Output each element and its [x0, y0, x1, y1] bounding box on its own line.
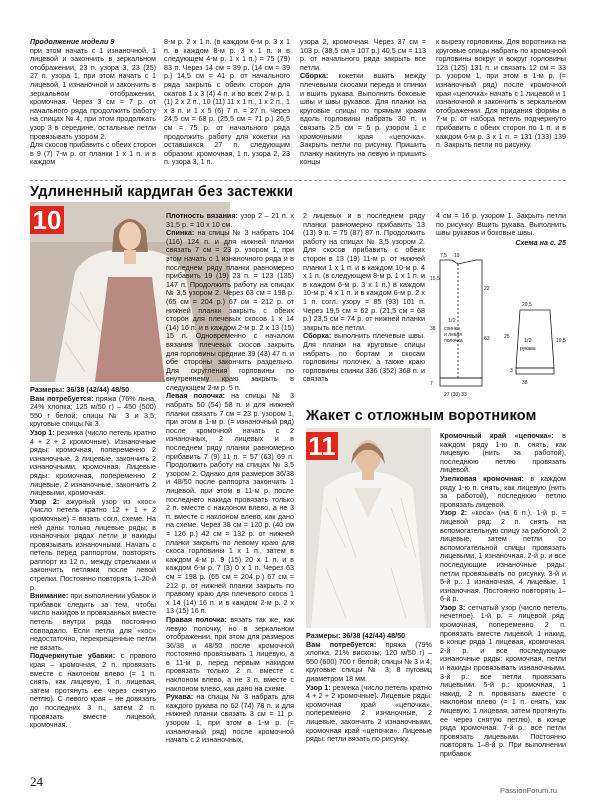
svg-text:7: 7	[430, 381, 433, 387]
instruction-paragraph	[306, 684, 432, 744]
schema-reference: Схема на с. 25	[515, 237, 566, 247]
model10-left-column	[30, 386, 156, 730]
instruction-heading: Узор 3:	[440, 602, 466, 612]
continuation-column-1	[30, 38, 156, 167]
instruction-paragraph	[440, 604, 566, 759]
svg-text:1/2: 1/2	[448, 318, 456, 324]
svg-text:рукава: рукава	[520, 346, 536, 352]
svg-text:22: 22	[484, 286, 490, 292]
instruction-text: на спицы № 3 набрать 104 (116) 124 п. и для нижней планки связать 7 см = 23 р. узором 1, при этом начать с 1 изнаночного ряда и в последнем ряду планки равномерно прибавить 19 (19) 23 п. = 123 (135) 147 п. Продолжить работу на спицах № 3,5 узором 2. Через 63 см = 198 р. (65 см = 204 р.) 67 см = 212 р. от нижней планки закрыть с обеих сторон для плечевых скосов 1 х 14 (14) 16 п. и в каждом 2-м р. 2 х 13 (15) 15 п. Одновременно с началом вязания плечевых скосов закрыть для горловины средние 39 (43) 47 п. и обе стороны закончить раздельно. Для скругления горловины по внутреннему краю закрыть в следующем 2-м р. 5 п.	[166, 228, 294, 392]
instruction-heading: Узор 1:	[30, 427, 55, 437]
instruction-text: на спицы № 3 набрать 50 (54) 58 п. и для нижней планки связать 7 см = 23 р. узором 1, при этом в 1-м р. (= изнаночный ряд) после кромочной начать с 2 изнаночных, 2 лицевых и в последнем ряду планки равномерно прибавить 7 (9) 11 п. = 57 (63) 69 п. Продолжить работу на спицах № 3,5 узором 2. Однако для размеров 36/38 и 48/50 после раппорта закончить 1 лицевой, при этом в 11-м р. после последнего накида провязать только 2 п. вместе с наклоном влево, а не 3 п. вместе с наклоном влево, как дано на схеме. Через 38 см = 120 р. (40 см = 126 р.) 42 см = 132 р. от нижней планки закрыть по левому краю для скоса горловины 1 х 1 п., затем в каждом 4-м р. 9 (15) 20 х 1 п. и в каждом 6-м р. 7 (3) 0 х 1 п. Через 63 см = 198 р. (65 см = 204 р.) 67 см = 212 р. от нижней планки закрыть по правому краю для плечевого скоса 1 х 14 (14) 16 п. и в каждом 2-м р. 2 х 13 (15) 16 п.	[166, 391, 294, 616]
instruction-text: в каждом ряду 1-ю п. снять, как лицевую (нить за работой), последнюю петлю провязать лицевой.	[440, 473, 567, 509]
instruction-paragraph	[166, 229, 294, 392]
model10-finishing-text: 4 см = 16 р. узором 1. Закрыть петли по рисунку. Вшить рукава. Выполнить швы рукавов и боковые швы.	[436, 211, 566, 238]
continuation-column-2: 8-м р. 2 х 1 п. (в каждом 6-м р. 3 х 1 п. в каждом 8-м р. 3 х 1 п. и в следующем 4-м р. 1 х 1 п.) = 75 (79) 83 п. Через 14 см = 39 р. (14 см = 39 р.) 14,5 см = 41 р. от начального ряда закрыть с обеих сторон для окатов 1 х 3 (4) 4 п. и во всех 2-м р. 1 (1) 2 х 2 п., 10 (11) 11 х 1 п., 1 х 2 п., 1 х 3 п. и 1 х 5 (6) 7 п. = 27 п. Через 24,5 см = 68 р. (25,5 см = 71 р.) 26,5 см = 75 р. от начального ряда продолжить работу для кокетки на оставшихся 27 п. следующим образом: кромочная, 1 п. узора 2, 23 п. узора 3, 1 п.	[164, 37, 290, 167]
instruction-text: ажурный узор из «кос» (число петель кратно 12 + 1 + 2 кромочные) = вязать согл. схеме. На ней даны только лицевые ряды; в изнаночных рядах петли и накиды провязывать изнаночными. Начать с петель перед раппортом, повторять раппорт из 12 п., между стрелками и закончить петлями после левой стрелки. Постоянно повторять 1–20-й р.	[30, 496, 156, 592]
instruction-text: пряжа (79% хлопка, 21% вискозы; 120 м/50 г) – 550 (600) 700 г белой; спицы № 3 и 4; круговые спицы № 3; 8 пуговиц диаметром 18 мм.	[306, 639, 433, 683]
instruction-heading: Спинка:	[166, 228, 195, 238]
continuation-heading: Продолжение модели 9	[30, 37, 115, 46]
instruction-heading: Подчеркнутые убавки:	[30, 651, 116, 661]
model10-right-column-2	[436, 212, 566, 247]
svg-text:19: 19	[454, 253, 460, 259]
model11-left-column	[306, 632, 432, 744]
instruction-text: с правого края – кромочная, 2 п. провязать вместе с наклоном влево (= 1 п. снять, как лицевую, 1 п. лицевая, затем протянуть ее через снятую петлю). С левого края – не довязать до последних 3 п., затем 2 п. провязать вместе лицевой, кромочная.	[30, 651, 156, 730]
continuation-paragraph: при этом начать с 1 изнаночной, 1 лицевой и закончить в зеркальном отображении, 23 п. узора 3, 23 (25) 27 п. узора 1, при этом начать с 1 лицевой, 1 изнаночной и закончить в зеркальном отображении, кромочная. Через 3 см = 7 р. от начального ряда продолжить работу на спицах № 4, при этом продолжать узор 3 в середине, остальные петли провязывать узором 2.	[30, 45, 156, 141]
model10-number-badge: 10	[30, 206, 64, 234]
instruction-paragraph	[166, 693, 294, 745]
model11-title: Жакет с отложным воротником	[306, 408, 537, 424]
assembly-heading: Сборка:	[300, 71, 329, 81]
svg-text:3: 3	[510, 368, 513, 374]
continuation-column-4: к вырезу горловины. Для воротника на круговые спицы набрать по кромочной горловины вокруг и вокруг горловины 123 (125) 131 п. и связать 12 см = 33 р. узором 1, при этом в 1-м р. (= изнаночный ряд) после кромочной края «цепочка» начать с 1 лицевой и 1 изнаночной и закончить в зеркальном отображении. Для придания формы в 7-м р. от набора петель подчеркнуто прибавить с обеих сторон по 1 п. и в каждом 6-м р. 3 х 1 п. = 131 (133) 139 п. Закрыть петли по рисунку.	[436, 37, 566, 150]
assembly-text: кокетки вшить между плечевыми скосами переда и спинки и вшить рукава. Выполнить боковые швы и швы рукавов. Для планки на круговые спицы по прямым краям вдоль горловины набрать 30 п. и связать 2,5 см = 5 р. узором 1 с кромочными края «цепочка». Закрыть петли по рисунку. Пришить планку накинуть на левую и пришить концы	[300, 71, 426, 167]
site-watermark: PassionForum.ru	[500, 786, 558, 795]
instruction-text: резинка (число петель кратно 4 + 2 + 2 кромочные). Лицевые ряды: кромочная край «цепочка», попеременно 2 изнаночные, 2 лицевые, закончить 2 изнаночными, кромочная край «цепочка». Лицевые ряды: петли вязать по рисунку.	[306, 682, 432, 744]
svg-text:19,5: 19,5	[556, 338, 566, 344]
instruction-paragraph	[166, 392, 294, 615]
svg-text:38: 38	[430, 326, 436, 332]
instruction-paragraph	[166, 616, 294, 693]
instruction-text: на спицы № 3 набрать для каждого рукава по 62 (74) 78 п. и для нижней планки связать 3 см = 11 р. узором 1, при этом в 1-м р. (= изнаночный ряд) после кромочной начать с 2 изнаночных,	[166, 692, 294, 745]
instruction-heading: Внимание:	[30, 591, 69, 601]
instruction-text: при выполнении убавок и прибавок следить за тем, чтобы число накидов и провязанных вместе петель внутри ряда постоянно совпадало. Если петли для «кос» недостаточно, перекрещенные петли не вязать.	[30, 591, 156, 652]
section-divider	[30, 180, 566, 181]
instruction-heading: Вам потребуется:	[306, 639, 377, 649]
instruction-heading: Рукава:	[166, 692, 194, 702]
svg-text:1/2: 1/2	[524, 338, 532, 344]
instruction-paragraph	[306, 641, 432, 684]
instruction-heading: Вам потребуется:	[30, 393, 94, 403]
model10-pattern-diagram	[400, 250, 566, 410]
sleeve-outline	[516, 310, 554, 368]
instruction-heading: Узелковая кромочная:	[440, 473, 524, 483]
instruction-paragraph	[30, 498, 156, 593]
model11-right-column	[440, 432, 566, 759]
svg-text:15,5: 15,5	[430, 276, 440, 282]
instruction-heading: Узор 2:	[440, 508, 468, 518]
instruction-heading: Левая полочка:	[166, 391, 226, 401]
svg-text:и левая: и левая	[444, 332, 462, 338]
svg-text:25: 25	[504, 334, 510, 340]
svg-text:спинки: спинки	[444, 326, 460, 332]
svg-text:полочка: полочка	[444, 338, 463, 344]
instruction-text: «коса» (на 6 п.). 1-й р. = лицевой ряд: 2 п. снять на вспомогательную спицу за работой, 2 лицевые, затем петли со вспомогательной спицы провязать лицевыми, 1 изнаночная. 2-й р. и все последующие изнаночные ряды: петли провязывать по рисунку. 3-й и 5-й р.: 1 изнаночная, 4 лицевые, 1 изнаночная. Постоянно повторять 1–6-й р.	[440, 508, 566, 604]
svg-text:38: 38	[522, 380, 528, 386]
instruction-heading: Плотность вязания:	[166, 211, 238, 220]
instruction-paragraph	[30, 592, 156, 652]
instruction-heading: Узор 2:	[30, 496, 60, 506]
instruction-paragraph	[440, 432, 566, 475]
page-number: 24	[30, 774, 43, 789]
instruction-text: узор 2 – 21 п. х 31,5 р. = 10 х 10 см.	[166, 211, 294, 229]
instruction-paragraph	[30, 429, 156, 498]
model10-assembly-heading: Сборка:	[303, 331, 332, 341]
instruction-heading: Узор 1:	[306, 682, 331, 692]
continuation-paragraph: Для скосов прибавить с обеих сторон в 9 (7) 7-м р. от планки 1 х 1 п. и в каждом	[30, 140, 156, 167]
instruction-text: пряжа (76% льна, 24% хлопка; 125 м/50 г) – 450 (500) 550 г белой; спицы № 3 и 3,5; круговые спицы № 3.	[30, 393, 156, 429]
svg-text:27 (30) 33: 27 (30) 33	[444, 392, 467, 398]
instruction-paragraph	[30, 652, 156, 729]
sizes-line: Размеры: 36/38 (42/44) 48/50	[306, 631, 406, 640]
instruction-text: резинка (число петель кратно 4 + 2 + 2 кромочные). Изнаночные ряды: кромочная, попеременно 2 изнаночные, 2 лицевые, закончить 2 изнаночными, кромочная. Лицевые ряды: кромочная, попеременно 2 лицевые, 2 изнаночные, закончить 2 лицевыми, кромочная.	[30, 427, 156, 498]
sizes-line: Размеры: 36/38 (42/44) 48/50	[30, 385, 130, 394]
instruction-heading: Правая полочка:	[166, 614, 227, 624]
instruction-paragraph	[440, 475, 566, 509]
instruction-paragraph	[166, 212, 294, 229]
model10-title: Удлиненный кардиган без застежки	[30, 184, 294, 200]
instruction-text: вязать так же, как левую полочку, но в зеркальном отображении, при этом для размеров 36/38 и 48/50 после кромочной постоянно провязывать 1 лицевую, а в 11-м р. перед первым накидом провязать только 2 п. вместе с наклоном влево, а не 3 п. вместе с наклоном влево, как дано на схеме.	[166, 614, 294, 693]
svg-text:7,5: 7,5	[440, 253, 447, 259]
instruction-paragraph	[30, 395, 156, 429]
svg-text:29,5: 29,5	[522, 302, 532, 308]
continuation-text: узора 2, кромочная. Через 37 см = 103 р. (38,5 см = 107 р.) 40,5 см = 113 р. от начального ряда закрыть все петли.	[300, 37, 426, 72]
model10-assembly-text: выполнить плечевые швы. Для планки на круговые спицы набрать по бортам и скосам горловины полочек, а также краю горловины спинки 336 (352) 368 п. и связать	[303, 331, 425, 384]
instruction-paragraph	[440, 509, 566, 604]
sleeves-continuation: 2 лицевых и в последнем ряду планки равномерно прибавить 13 (13) 9 п. = 75 (87) 87 п. Продолжить работу на спицах № 3,5 узором 2. Для скосов прибавить с обеих сторон в 13 (19) 11-м р. от нижней планки 1 х 1 п. и в каждом 10-м р. 4 х 1 п. (в следующем 8-м р. 1 х 1 п. и в каждом 6-м р. 3 х 1 п.) в каждом 10-м р. 4 х 1 п. и в каждом 6-м р. 2 х 1 п. согл. узору = 85 (93) 101 п. Через 19,5 см = 62 р. (21,5 см = 68 р.) 23,5 см = 74 р. от нижней планки закрыть все петли.	[303, 211, 425, 332]
model10-middle-column	[166, 212, 294, 745]
continuation-column-3	[300, 38, 426, 167]
model11-number-badge: 11	[306, 432, 338, 460]
instruction-text: сетчатый узор (число петель нечетное). 1-й р. = лицевой ряд: кромочная, попеременно 2 п. провязать вместе лицевой, 1 накид, в конце ряда 1 лицевая, кромочная. 2-й р. и все последующие изнаночные ряды: кромочная, петли и накиды провязывать изнаночными. 3-й р.: все петли провязать лицевыми. 5-й р.: кромочная, 1 накид, 2 п. провязать вместе с наклоном влево (= 1 п. снять, как лицевую, 1 лицевая, затем протянуть ее через снятую петлю), в конце ряда кромочная. 7-й р.: все петли провязать лицевыми. Постоянно повторять 1–8-й р. При выполнении прибавок	[440, 602, 566, 758]
svg-text:63: 63	[484, 336, 490, 342]
instruction-text: в каждом ряду 1-ю п. снять, как лицевую (нить за работой), последнюю петлю провязать лицевой.	[440, 431, 566, 475]
body-outline	[440, 260, 482, 378]
instruction-heading: Кромочный край «цепочка»:	[440, 431, 554, 440]
